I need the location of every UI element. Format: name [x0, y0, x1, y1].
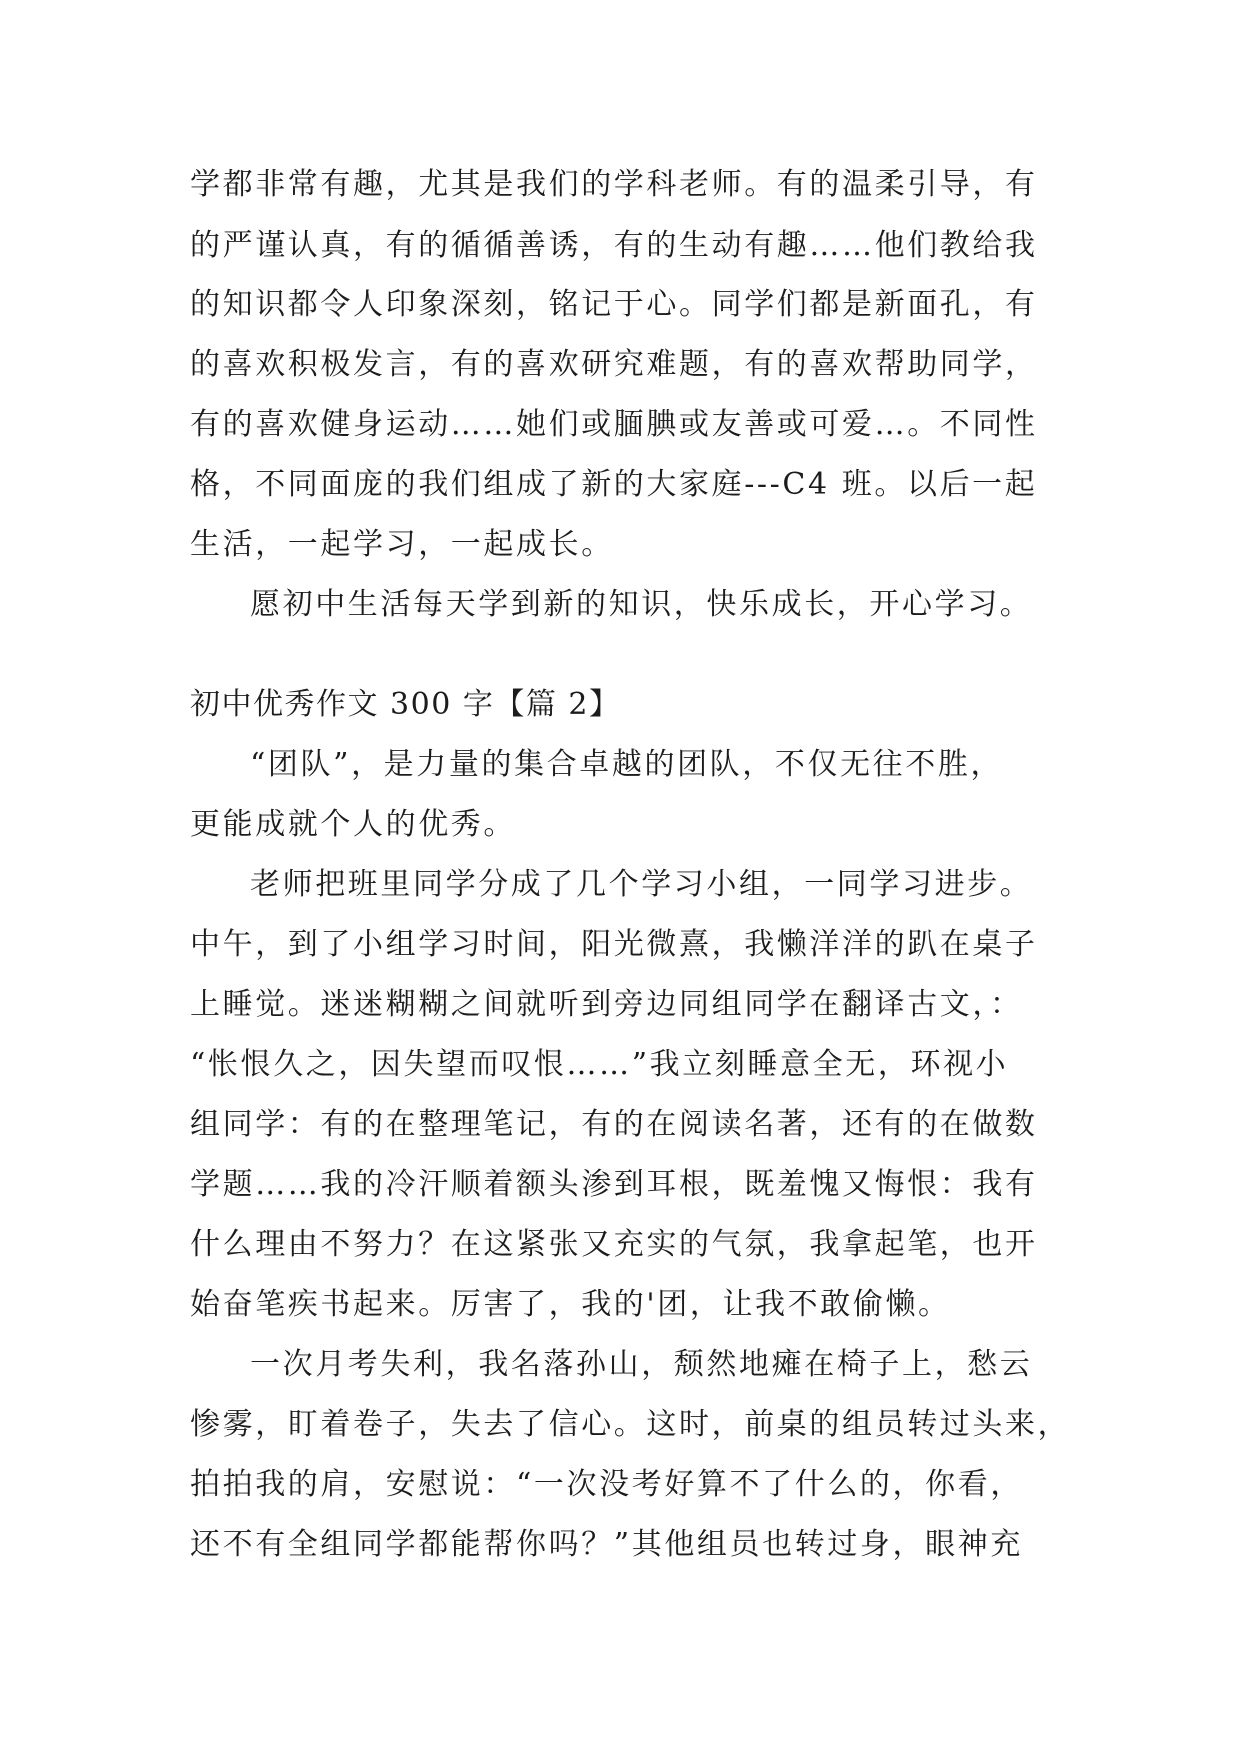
text-line: 什么理由不努力？在这紧张又充实的气氛，我拿起笔，也开: [190, 1227, 1038, 1262]
text-line: 更能成就个人的优秀。: [190, 807, 516, 842]
section-heading: 初中优秀作文 300 字【篇 2】: [190, 687, 621, 722]
text-line: “团队”，是力量的集合卓越的团队，不仅无往不胜，: [250, 747, 1004, 782]
text-line: 的喜欢积极发言，有的喜欢研究难题，有的喜欢帮助同学，: [190, 347, 1038, 382]
text-line: 愿初中生活每天学到新的知识，快乐成长，开心学习。: [250, 587, 1033, 622]
text-line: 生活，一起学习，一起成长。: [190, 527, 614, 562]
text-line: 学都非常有趣，尤其是我们的学科老师。有的温柔引导，有: [190, 167, 1038, 202]
text-line: 一次月考失利，我名落孙山，颓然地瘫在椅子上，愁云: [250, 1347, 1033, 1382]
text-line: 还不有全组同学都能帮你吗？”其他组员也转过身，眼神充: [190, 1527, 1023, 1562]
text-line: 拍拍我的肩，安慰说：“一次没考好算不了什么的，你看，: [190, 1467, 1023, 1502]
text-line: 上睡觉。迷迷糊糊之间就听到旁边同组同学在翻译古文，：: [190, 987, 1023, 1022]
text-line: 的知识都令人印象深刻，铭记于心。同学们都是新面孔，有: [190, 287, 1038, 322]
text-line: 的严谨认真，有的循循善诱，有的生动有趣……他们教给我: [190, 228, 1038, 263]
text-line: “怅恨久之，因失望而叹恨……”我立刻睡意全无，环视小: [190, 1047, 1009, 1082]
text-line: 格，不同面庞的我们组成了新的大家庭---C4 班。以后一起: [190, 467, 1038, 502]
text-line: 组同学：有的在整理笔记，有的在阅读名著，还有的在做数: [190, 1107, 1038, 1142]
text-line: 老师把班里同学分成了几个学习小组，一同学习进步。: [250, 867, 1033, 902]
text-line: 惨雾，盯着卷子，失去了信心。这时，前桌的组员转过头来，: [190, 1407, 1071, 1442]
text-line: 学题……我的冷汗顺着额头渗到耳根，既羞愧又悔恨：我有: [190, 1167, 1038, 1202]
text-line: 始奋笔疾书起来。厉害了，我的'团，让我不敢偷懒。: [190, 1287, 951, 1322]
text-line: 有的喜欢健身运动……她们或腼腆或友善或可爱…。不同性: [190, 407, 1038, 442]
text-line: 中午，到了小组学习时间，阳光微熹，我懒洋洋的趴在桌子: [190, 927, 1038, 962]
